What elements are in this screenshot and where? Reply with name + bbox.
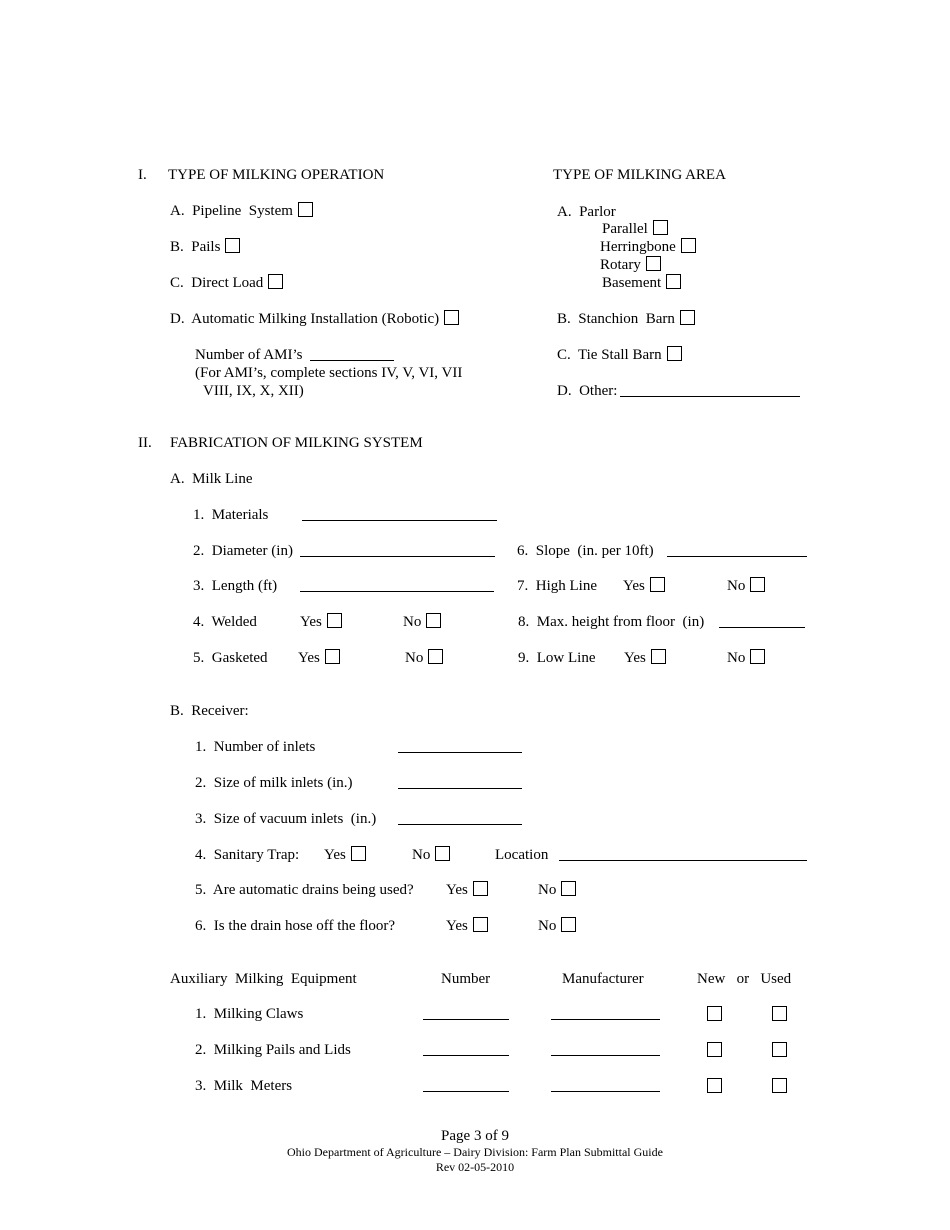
length-field[interactable] (300, 591, 494, 592)
tie-stall-label: C. Tie Stall Barn (557, 347, 662, 363)
footer-organization: Ohio Department of Agriculture – Dairy Division: Farm Plan Submittal Guide (287, 1145, 663, 1159)
used-checkbox[interactable] (772, 1006, 787, 1021)
welded-yes-checkbox[interactable] (327, 613, 342, 628)
high-line-no-checkbox[interactable] (750, 577, 765, 592)
robotic-checkbox[interactable] (444, 310, 459, 325)
diameter-field[interactable] (300, 556, 495, 557)
parallel-option (602, 220, 668, 238)
rotary-option (600, 256, 661, 274)
pipeline-checkbox[interactable] (298, 202, 313, 217)
high-line-no (727, 577, 765, 595)
welded-yes (300, 613, 342, 631)
equipment-row-label: 2. Milking Pails and Lids (195, 1042, 351, 1058)
materials-label: 1. Materials (193, 507, 269, 523)
drain-hose-yes (446, 917, 488, 935)
auto-drains-no (538, 881, 576, 899)
column-header-new-or-used: New or Used (697, 971, 792, 987)
milk-inlets-label: 2. Size of milk inlets (in.) (195, 775, 353, 791)
ami-note: VIII, IX, X, XII) (203, 383, 304, 399)
high-line-label: 7. High Line (517, 578, 597, 594)
yes-label: Yes (446, 882, 468, 898)
welded-label: 4. Welded (193, 614, 257, 630)
ami-count-label: Number of AMI’s (195, 347, 303, 363)
parallel-checkbox[interactable] (653, 220, 668, 235)
section-numeral: I. (138, 167, 147, 183)
yes-label: Yes (624, 650, 646, 666)
ami-count-field[interactable] (310, 360, 394, 361)
drain-hose-yes-checkbox[interactable] (473, 917, 488, 932)
pipeline-label: A. Pipeline System (170, 203, 293, 219)
welded-no-checkbox[interactable] (426, 613, 441, 628)
rotary-checkbox[interactable] (646, 256, 661, 271)
tie-stall-option (557, 346, 682, 364)
slope-field[interactable] (667, 556, 807, 557)
low-line-yes-checkbox[interactable] (651, 649, 666, 664)
sanitary-trap-label: 4. Sanitary Trap: (195, 847, 300, 863)
auto-drains-label: 5. Are automatic drains being used? (195, 882, 414, 898)
robotic-label: D. Automatic Milking Installation (Robotic) (170, 311, 440, 327)
no-label: No (412, 847, 431, 863)
new-checkbox[interactable] (707, 1006, 722, 1021)
used-checkbox[interactable] (772, 1078, 787, 1093)
gasketed-no-checkbox[interactable] (428, 649, 443, 664)
other-area-label: D. Other: (557, 383, 618, 399)
no-label: No (405, 650, 424, 666)
page-number: Page 3 of 9 (441, 1128, 509, 1144)
other-area-field[interactable] (620, 396, 800, 397)
welded-no (403, 613, 441, 631)
section-numeral: II. (138, 435, 152, 451)
parlor-label: A. Parlor (557, 204, 616, 220)
ami-note: (For AMI’s, complete sections IV, V, VI, VII (195, 365, 463, 381)
new-checkbox[interactable] (707, 1042, 722, 1057)
direct-load-checkbox[interactable] (268, 274, 283, 289)
max-height-field[interactable] (719, 627, 805, 628)
tie-stall-checkbox[interactable] (667, 346, 682, 361)
auto-drains-yes (446, 881, 488, 899)
rotary-label: Rotary (600, 257, 641, 273)
gasketed-no (405, 649, 443, 667)
auxiliary-heading: Auxiliary Milking Equipment (170, 971, 357, 987)
area-title: TYPE OF MILKING AREA (553, 167, 726, 183)
materials-field[interactable] (302, 520, 497, 521)
pails-checkbox[interactable] (225, 238, 240, 253)
no-label: No (403, 614, 422, 630)
basement-label: Basement (602, 275, 662, 291)
vacuum-inlets-field[interactable] (398, 824, 522, 825)
yes-label: Yes (298, 650, 320, 666)
basement-checkbox[interactable] (666, 274, 681, 289)
gasketed-yes-checkbox[interactable] (325, 649, 340, 664)
section-title: FABRICATION OF MILKING SYSTEM (170, 435, 423, 451)
stanchion-checkbox[interactable] (680, 310, 695, 325)
herringbone-option (600, 238, 696, 256)
no-label: No (538, 882, 557, 898)
basement-option (602, 274, 681, 292)
no-label: No (727, 650, 746, 666)
auto-drains-no-checkbox[interactable] (561, 881, 576, 896)
high-line-yes (623, 577, 665, 595)
inlets-label: 1. Number of inlets (195, 739, 316, 755)
number-field[interactable] (423, 1091, 509, 1092)
max-height-label: 8. Max. height from floor (in) (518, 614, 705, 630)
herringbone-checkbox[interactable] (681, 238, 696, 253)
no-label: No (538, 918, 557, 934)
stanchion-label: B. Stanchion Barn (557, 311, 675, 327)
receiver-heading: B. Receiver: (170, 703, 249, 719)
pipeline-option (170, 202, 313, 220)
slope-label: 6. Slope (in. per 10ft) (517, 543, 654, 559)
manufacturer-field[interactable] (551, 1019, 660, 1020)
number-field[interactable] (423, 1019, 509, 1020)
new-checkbox[interactable] (707, 1078, 722, 1093)
used-checkbox[interactable] (772, 1042, 787, 1057)
section-title: TYPE OF MILKING OPERATION (168, 167, 385, 183)
low-line-label: 9. Low Line (518, 650, 596, 666)
equipment-row-label: 1. Milking Claws (195, 1006, 304, 1022)
gasketed-label: 5. Gasketed (193, 650, 268, 666)
column-header-number: Number (441, 971, 491, 987)
yes-label: Yes (300, 614, 322, 630)
drain-hose-no (538, 917, 576, 935)
low-line-no (727, 649, 765, 667)
drain-hose-no-checkbox[interactable] (561, 917, 576, 932)
milk-line-heading: A. Milk Line (170, 471, 253, 487)
sanitary-trap-no (412, 846, 450, 864)
footer-revision: Rev 02-05-2010 (435, 1160, 515, 1174)
high-line-yes-checkbox[interactable] (650, 577, 665, 592)
robotic-option (170, 310, 459, 328)
equipment-row-label: 3. Milk Meters (195, 1078, 293, 1094)
auto-drains-yes-checkbox[interactable] (473, 881, 488, 896)
pails-label: B. Pails (170, 239, 221, 255)
herringbone-label: Herringbone (600, 239, 676, 255)
low-line-no-checkbox[interactable] (750, 649, 765, 664)
yes-label: Yes (324, 847, 346, 863)
manufacturer-field[interactable] (551, 1055, 660, 1056)
manufacturer-field[interactable] (551, 1091, 660, 1092)
column-header-manufacturer: Manufacturer (562, 971, 644, 987)
direct-load-label: C. Direct Load (170, 275, 264, 291)
yes-label: Yes (446, 918, 468, 934)
sanitary-trap-yes (324, 846, 366, 864)
low-line-yes (624, 649, 666, 667)
location-field[interactable] (559, 860, 807, 861)
gasketed-yes (298, 649, 340, 667)
no-label: No (727, 578, 746, 594)
vacuum-inlets-label: 3. Size of vacuum inlets (in.) (195, 811, 377, 827)
length-label: 3. Length (ft) (193, 578, 278, 594)
sanitary-trap-no-checkbox[interactable] (435, 846, 450, 861)
parallel-label: Parallel (602, 221, 648, 237)
milk-inlets-field[interactable] (398, 788, 522, 789)
drain-hose-label: 6. Is the drain hose off the floor? (195, 918, 396, 934)
yes-label: Yes (623, 578, 645, 594)
direct-load-option (170, 274, 283, 292)
number-field[interactable] (423, 1055, 509, 1056)
location-label: Location (495, 847, 549, 863)
sanitary-trap-yes-checkbox[interactable] (351, 846, 366, 861)
diameter-label: 2. Diameter (in) (193, 543, 293, 559)
pails-option (170, 238, 240, 256)
stanchion-option (557, 310, 695, 328)
inlets-field[interactable] (398, 752, 522, 753)
